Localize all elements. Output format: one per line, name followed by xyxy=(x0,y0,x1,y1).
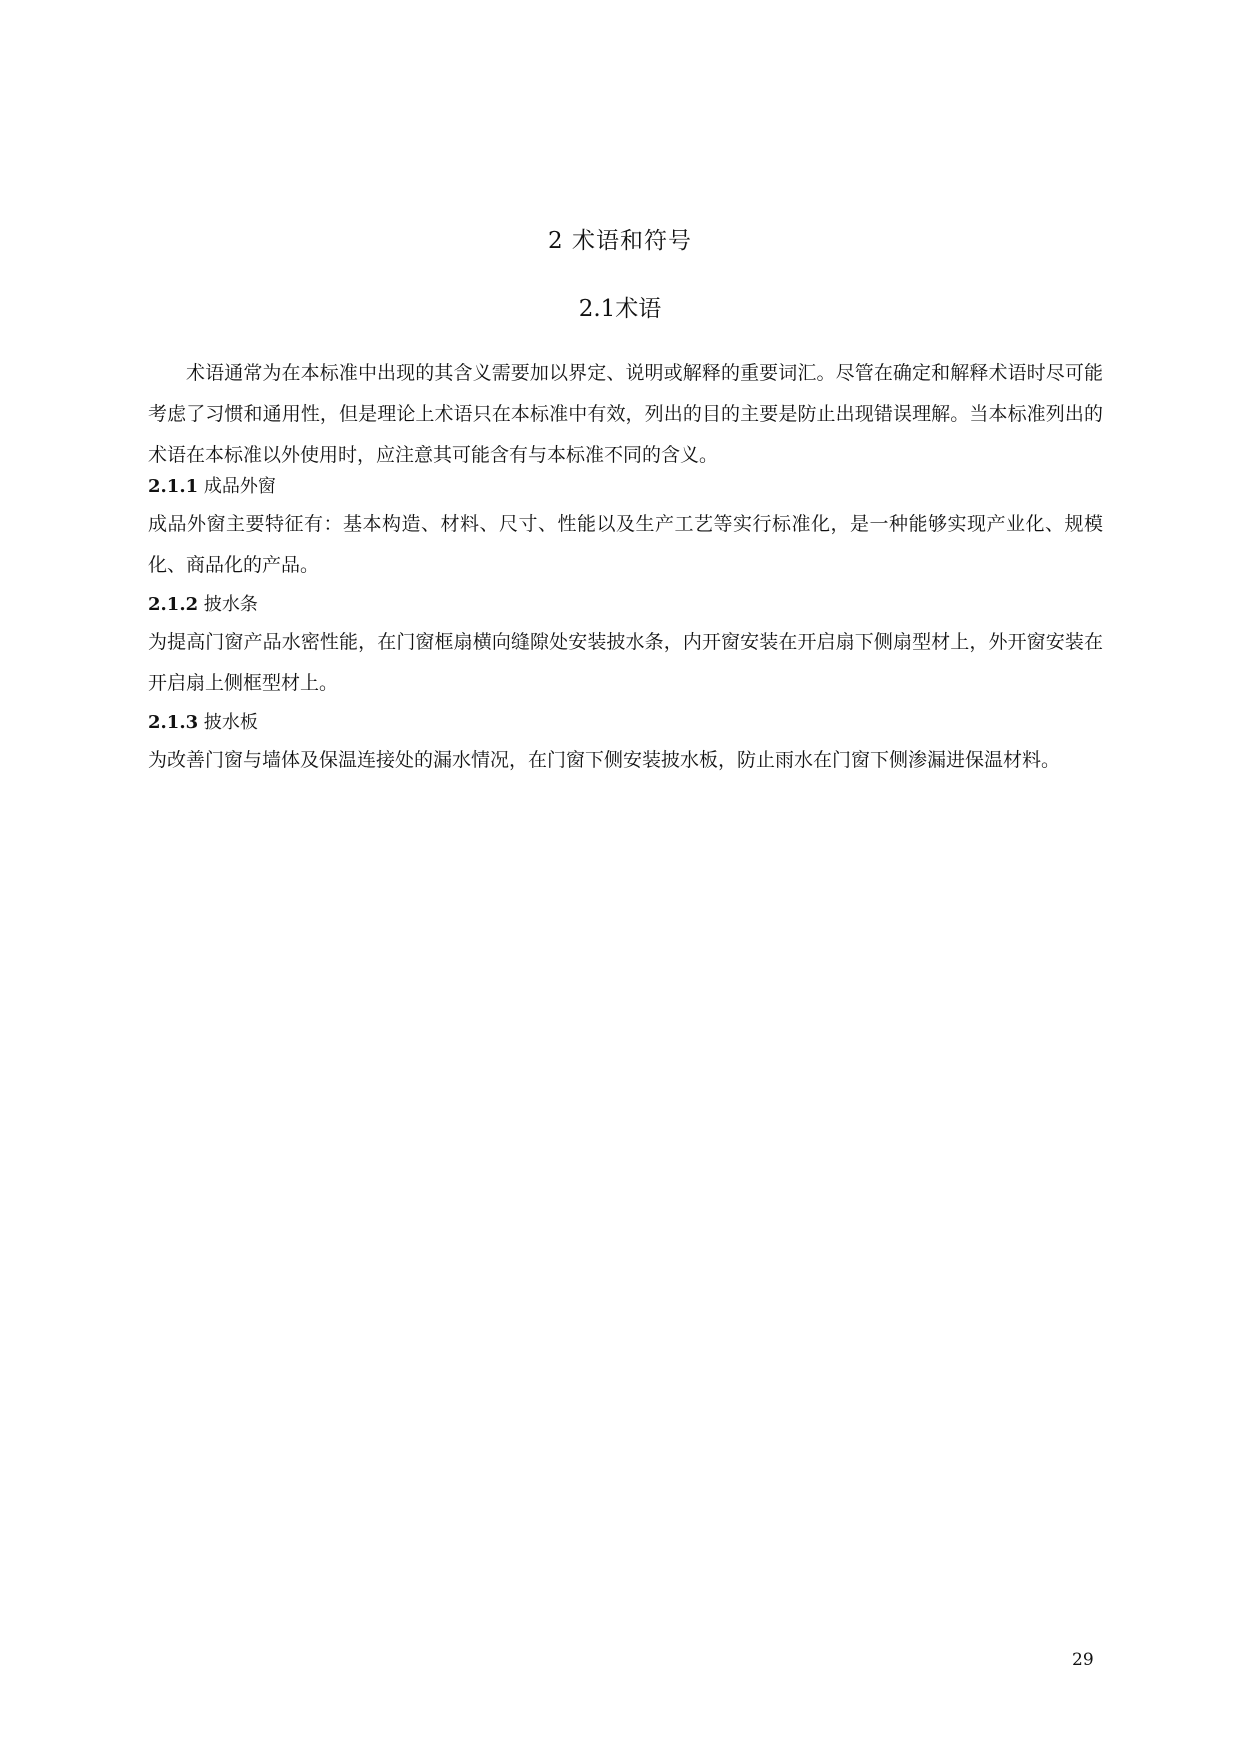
term-heading xyxy=(148,588,1103,622)
term-number: 2.1.3 xyxy=(148,712,199,733)
term-number: 2.1.2 xyxy=(148,594,199,615)
term-name: 披水条 xyxy=(203,594,258,615)
term-name: 成品外窗 xyxy=(203,476,276,497)
term-heading xyxy=(148,706,1103,740)
section-content xyxy=(148,353,1103,781)
section-title: 2.1术语 xyxy=(578,296,662,322)
term-name: 披水板 xyxy=(203,712,258,733)
term-definition: 为提高门窗产品水密性能，在门窗框扇横向缝隙处安装披水条，内开窗安装在开启扇下侧扇型材上，外开窗安装在开启扇上侧框型材上。 xyxy=(148,631,1103,694)
term-definition: 成品外窗主要特征有：基本构造、材料、尺寸、性能以及生产工艺等实行标准化，是一种能够实现产业化、规模化、商品化的产品。 xyxy=(148,513,1103,576)
term-number: 2.1.1 xyxy=(148,476,199,497)
page-number: 29 xyxy=(1072,1650,1094,1670)
intro-paragraph: 术语通常为在本标准中出现的其含义需要加以界定、说明或解释的重要词汇。尽管在确定和解释术语时尽可能考虑了习惯和通用性，但是理论上术语只在本标准中有效，列出的目的主要是防止出现错误理解。当本标准列出的术语在本标准以外使用时，应注意其可能含有与本标准不同的含义。 xyxy=(148,362,1103,466)
term-definition: 为改善门窗与墙体及保温连接处的漏水情况，在门窗下侧安装披水板，防止雨水在门窗下侧渗漏进保温材料。 xyxy=(148,749,1061,771)
chapter-title: 2 术语和符号 xyxy=(548,228,692,254)
